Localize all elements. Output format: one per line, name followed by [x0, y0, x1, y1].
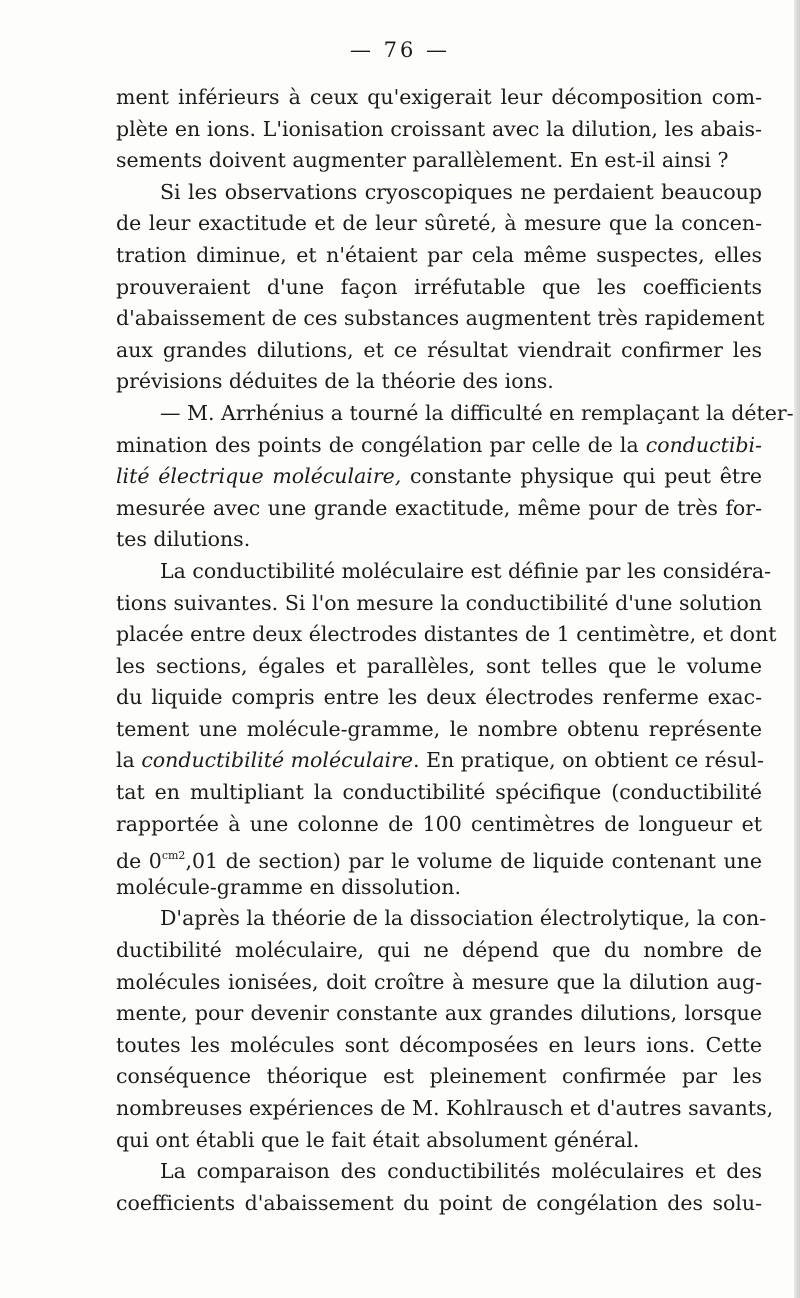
unit-superscript: cm2 [161, 849, 186, 863]
text-line: placée entre deux électrodes distantes de 1 centimètre, et dont [116, 622, 777, 647]
text-line: tes dilutions. [116, 527, 251, 552]
text-line: aux grandes dilutions, et ce résultat viendrait confirmer les [116, 337, 762, 362]
page-edge-shadow [794, 0, 800, 1298]
text-line: conséquence théorique est pleinement confirmée par les [116, 1064, 762, 1089]
text-line: d'abaissement de ces substances augmentent très rapidement [116, 306, 765, 331]
text-line: prouveraient d'une façon irréfutable que les coefficients [116, 274, 762, 299]
text-segment: ,01 de section) par le volume de liquide contenant une [185, 849, 762, 874]
text-line: mente, pour devenir constante aux grandes dilutions, lorsque [116, 1001, 762, 1026]
page-number: — 76 — [349, 38, 451, 62]
text-line: toutes les molécules sont décomposées en leurs ions. Cette [116, 1032, 762, 1057]
text-line: ductibilité moléculaire, qui ne dépend que du nombre de [116, 938, 762, 963]
text-line [116, 430, 762, 462]
text-line: nombreuses expériences de M. Kohlrausch et d'autres savants, [116, 1096, 774, 1120]
body-text [116, 82, 794, 1219]
text-line: tat en multipliant la conductibilité spécifique (conductibilité [116, 780, 762, 805]
italic-term: conductibilité moléculaire [141, 748, 414, 773]
text-line: — M. Arrhénius a tourné la difficulté en remplaçant la déter- [160, 400, 794, 425]
text-line [116, 840, 762, 872]
text-line: du liquide compris entre les deux électrodes renferme exac- [116, 685, 762, 710]
text-line: qui ont établi que le fait était absolument général. [116, 1127, 640, 1152]
text-line: molécule-gramme en dissolution. [116, 874, 461, 899]
text-line [116, 745, 762, 777]
text-line: tions suivantes. Si l'on mesure la conductibilité d'une solution [116, 590, 762, 615]
text-line: molécules ionisées, doit croître à mesure que la dilution aug- [116, 969, 762, 994]
text-line: tration diminue, et n'étaient par cela même suspectes, elles [116, 242, 762, 267]
text-segment: mination des points de congélation par celle de la [116, 432, 639, 457]
text-segment: de 0 [116, 849, 162, 874]
text-line: sements doivent augmenter parallèlement. En est-il ainsi ? [116, 148, 729, 173]
text-line: de leur exactitude et de leur sûreté, à mesure que la concen- [116, 211, 762, 236]
text-line: tement une molécule-gramme, le nombre obtenu représente [116, 716, 762, 741]
italic-term: conductibi- [645, 432, 762, 457]
text-line: D'après la théorie de la dissociation électrolytique, la con- [160, 906, 767, 931]
text-line: rapportée à une colonne de 100 centimètres de longueur et [116, 811, 762, 836]
text-line [116, 461, 762, 493]
text-line: mesurée avec une grande exactitude, même pour de très for- [116, 495, 762, 520]
italic-term: lité électrique moléculaire, [116, 464, 402, 489]
text-segment: la [116, 748, 135, 773]
text-line: plète en ions. L'ionisation croissant avec la dilution, les abais- [116, 116, 762, 141]
text-line: La comparaison des conductibilités moléculaires et des [160, 1159, 762, 1184]
text-line: Si les observations cryoscopiques ne perdaient beaucoup [160, 179, 762, 204]
text-segment: . En pratique, on obtient ce résul- [413, 748, 764, 773]
text-line: coefficients d'abaissement du point de congélation des solu- [116, 1190, 762, 1215]
text-line: ment inférieurs à ceux qu'exigerait leur décomposition com- [116, 85, 762, 109]
text-line: La conductibilité moléculaire est définie par les considéra- [160, 558, 772, 583]
text-line: prévisions déduites de la théorie des ions. [116, 369, 554, 394]
text-line: les sections, égales et parallèles, sont telles que le volume [116, 653, 762, 678]
text-segment: constante physique qui peut être [401, 464, 762, 489]
